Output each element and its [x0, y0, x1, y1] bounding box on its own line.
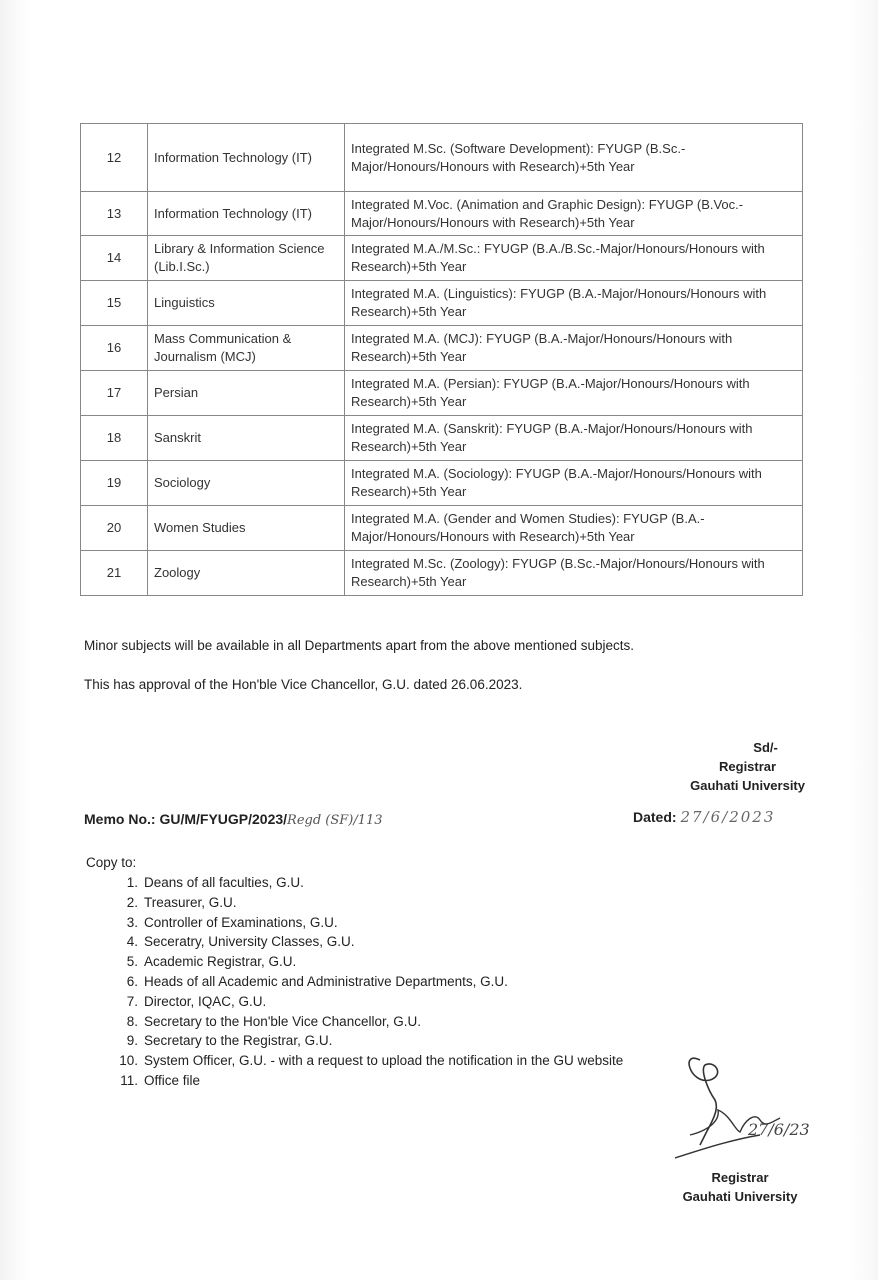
table-row: [81, 192, 803, 236]
approval-note: This has approval of the Hon'ble Vice Chancellor, G.U. dated 26.06.2023.: [84, 677, 523, 692]
list-item: 3. Controller of Examinations, G.U.: [126, 914, 338, 930]
dated-field: [633, 808, 775, 826]
department-cell: Information Technology (IT): [148, 124, 345, 192]
list-item: 8. Secretary to the Hon'ble Vice Chancellor, G.U.: [126, 1013, 421, 1029]
row-number: 21: [81, 551, 148, 596]
row-number: 18: [81, 416, 148, 461]
dated-label: Dated:: [633, 809, 677, 825]
row-number: 12: [81, 124, 148, 192]
table-row: [81, 461, 803, 506]
department-cell: Zoology: [148, 551, 345, 596]
table-row: [81, 506, 803, 551]
table-row: [81, 236, 803, 281]
department-cell: Sanskrit: [148, 416, 345, 461]
programme-cell: Integrated M.A. (MCJ): FYUGP (B.A.-Major/Honours/Honours with Research)+5th Year: [345, 326, 803, 371]
list-item: 5. Academic Registrar, G.U.: [126, 954, 297, 970]
signatory-org: Gauhati University: [690, 778, 805, 793]
copy-to-label: Copy to:: [86, 855, 137, 870]
programme-cell: Integrated M.Sc. (Software Development): FYUGP (B.Sc.-Major/Honours/Honours with Research)+5th Year: [345, 124, 803, 192]
programme-cell: Integrated M.A. (Gender and Women Studies): FYUGP (B.A.-Major/Honours/Honours with Research)+5th Year: [345, 506, 803, 551]
row-number: 15: [81, 281, 148, 326]
programme-cell: Integrated M.Sc. (Zoology): FYUGP (B.Sc.-Major/Honours/Honours with Research)+5th Year: [345, 551, 803, 596]
row-number: 17: [81, 371, 148, 416]
department-cell: Mass Communication & Journalism (MCJ): [148, 326, 345, 371]
row-number: 19: [81, 461, 148, 506]
programme-cell: Integrated M.Voc. (Animation and Graphic Design): FYUGP (B.Voc.-Major/Honours/Honours with Research)+5th Year: [345, 192, 803, 236]
table-row: [81, 551, 803, 596]
footer-signatory-org: Gauhati University: [682, 1189, 798, 1204]
table-row: [81, 326, 803, 371]
table-row: [81, 371, 803, 416]
handwritten-signature: [660, 1040, 810, 1170]
memo-number: [84, 811, 383, 828]
table-row: [81, 281, 803, 326]
department-cell: Information Technology (IT): [148, 192, 345, 236]
programme-cell: Integrated M.A. (Sociology): FYUGP (B.A.-Major/Honours/Honours with Research)+5th Year: [345, 461, 803, 506]
copy-to-list: [110, 873, 623, 1091]
programmes-table: [80, 123, 803, 596]
footer-signatory-title: Registrar: [711, 1170, 769, 1185]
list-item: 11. Office file: [120, 1072, 201, 1088]
minor-subjects-note: Minor subjects will be available in all Departments apart from the above mentioned subjects.: [84, 638, 635, 653]
memo-label: Memo No.:: [84, 811, 156, 827]
list-item: 4. Seceratry, University Classes, G.U.: [126, 934, 355, 950]
memo-number-value: GU/M/FYUGP/2023/: [159, 811, 288, 827]
department-cell: Sociology: [148, 461, 345, 506]
department-cell: Persian: [148, 371, 345, 416]
programme-cell: Integrated M.A. (Sanskrit): FYUGP (B.A.-Major/Honours/Honours with Research)+5th Year: [345, 416, 803, 461]
memo-handwritten: Regd (SF)/113: [287, 813, 383, 828]
list-item: 2. Treasurer, G.U.: [126, 894, 237, 910]
department-cell: Library & Information Science (Lib.I.Sc.): [148, 236, 345, 281]
programme-cell: Integrated M.A. (Linguistics): FYUGP (B.A.-Major/Honours/Honours with Research)+5th Year: [345, 281, 803, 326]
list-item: 1. Deans of all faculties, G.U.: [126, 875, 304, 890]
department-cell: Women Studies: [148, 506, 345, 551]
footer-signatory-block: [676, 1168, 804, 1206]
programme-cell: Integrated M.A. (Persian): FYUGP (B.A.-Major/Honours/Honours with Research)+5th Year: [345, 371, 803, 416]
signatory-title: Registrar: [719, 759, 777, 774]
signatory-block: [690, 738, 805, 795]
sd-mark: Sd/-: [753, 740, 778, 755]
programme-cell: Integrated M.A./M.Sc.: FYUGP (B.A./B.Sc.-Major/Honours/Honours with Research)+5th Year: [345, 236, 803, 281]
signature-date: 27/6/23: [748, 1120, 810, 1139]
list-item: 7. Director, IQAC, G.U.: [126, 993, 267, 1009]
row-number: 13: [81, 192, 148, 236]
table-row: [81, 416, 803, 461]
table-row: [81, 124, 803, 192]
list-item: 6. Heads of all Academic and Administrative Departments, G.U.: [126, 973, 508, 989]
dated-handwritten: 27/6/2023: [680, 808, 776, 826]
row-number: 16: [81, 326, 148, 371]
row-number: 20: [81, 506, 148, 551]
department-cell: Linguistics: [148, 281, 345, 326]
list-item: 9. Secretary to the Registrar, G.U.: [126, 1033, 333, 1049]
row-number: 14: [81, 236, 148, 281]
list-item: 10. System Officer, G.U. - with a request to upload the notification in the GU website: [119, 1053, 624, 1069]
